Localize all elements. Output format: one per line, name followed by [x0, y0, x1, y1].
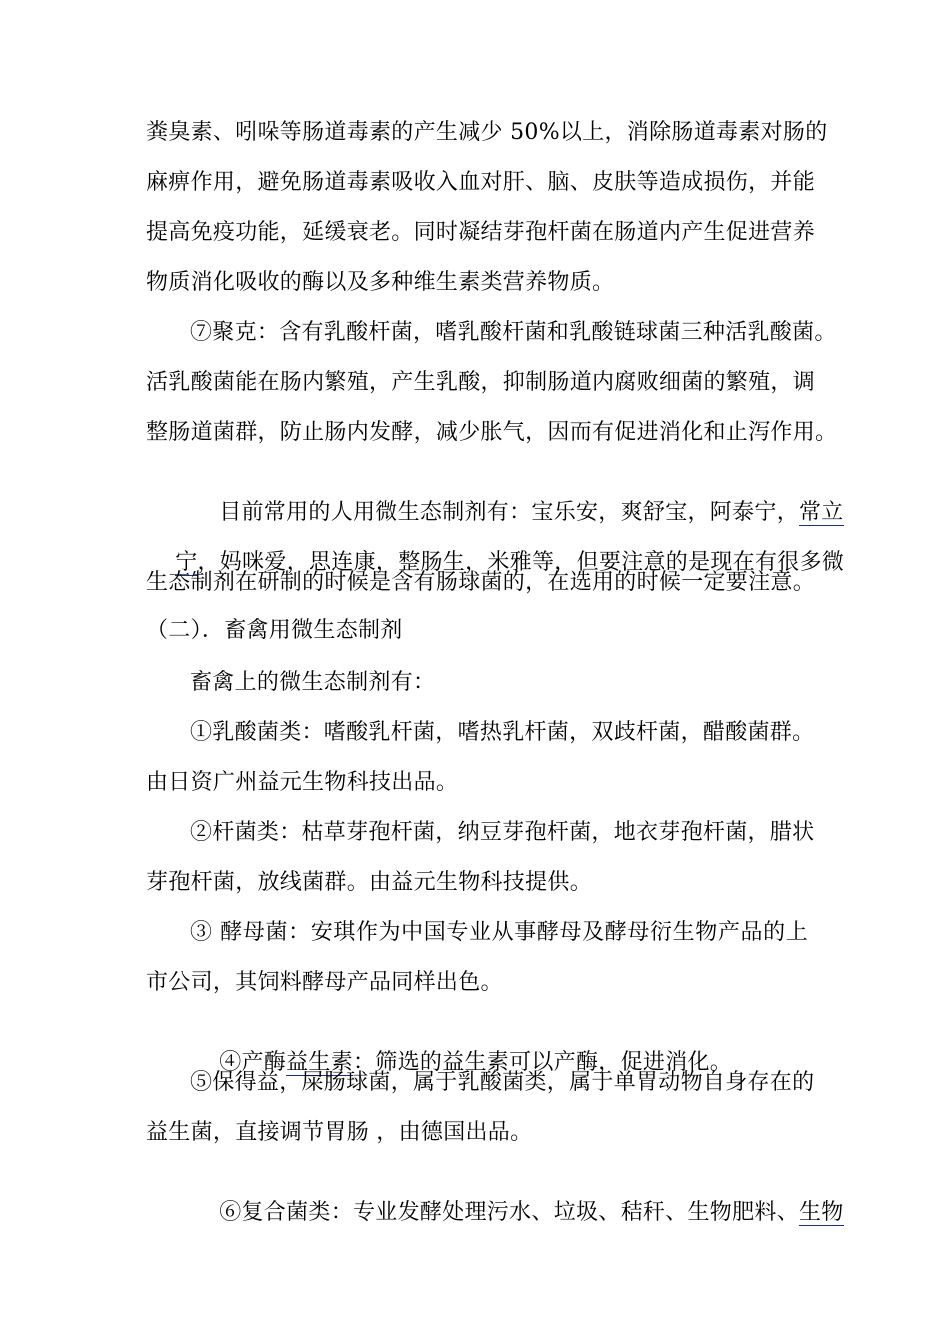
paragraph-line: 整肠道菌群，防止肠内发酵，减少胀气，因而有促进消化和止泻作用。: [146, 420, 838, 445]
paragraph-line: ⑦聚克：含有乳酸杆菌，嗜乳酸杆菌和乳酸链球菌三种活乳酸菌。: [190, 320, 837, 345]
section-heading: （二）．畜禽用微生态制剂: [146, 618, 403, 643]
paragraph-line: 粪臭素、吲哚等肠道毒素的产生减少 50%以上，消除肠道毒素对肠的: [146, 120, 828, 145]
paragraph-text: ⑥复合菌类：专业发酵处理污水、垃圾、秸秆、生物肥料、: [219, 1200, 799, 1225]
paragraph-line: ②杆菌类：枯草芽孢杆菌，纳豆芽孢杆菌，地衣芽孢杆菌，腊状: [190, 820, 815, 845]
paragraph-line: 物质消化吸收的酶以及多种维生素类营养物质。: [146, 270, 615, 295]
paragraph-text: 目前常用的人用微生态制剂有：宝乐安，爽舒宝，阿泰宁，: [219, 500, 799, 525]
paragraph-line: ③ 酵母菌：安琪作为中国专业从事酵母及酵母衍生物产品的上: [190, 920, 808, 945]
paragraph-line: [190, 1168, 844, 1225]
paragraph-line: 益生菌，直接调节胃肠 ，由德国出品。: [146, 1120, 533, 1145]
paragraph-text: ④产酶: [219, 1050, 287, 1075]
paragraph-line: [190, 468, 844, 525]
paragraph-line: 活乳酸菌能在肠内繁殖，产生乳酸，抑制肠道内腐败细菌的繁殖，调: [146, 370, 816, 395]
drug-link-changlining-cont[interactable]: 宁: [175, 550, 198, 575]
paragraph-text: ：筛选的益生素可以产酶，促进消化。: [353, 1050, 733, 1075]
paragraph-text: ，妈咪爱，思连康，整肠生，米雅等，但要注意的是现在有很多微: [197, 550, 845, 575]
paragraph-line: 麻痹作用，避免肠道毒素吸收入血对肝、脑、皮肤等造成损伤，并能: [146, 170, 816, 195]
paragraph-line: ⑤保得益，屎肠球菌，属于乳酸菌类，属于单胃动物自身存在的: [190, 1070, 815, 1095]
paragraph-line: [190, 1018, 733, 1075]
term-link-probiotic[interactable]: 益生素: [286, 1050, 353, 1075]
paragraph-line: 由日资广州益元生物科技出品。: [146, 770, 459, 795]
paragraph-line: 生态制剂在研制的时候是含有肠球菌的，在选用的时候一定要注意。: [146, 570, 816, 595]
paragraph-line: ①乳酸菌类：嗜酸乳杆菌，嗜热乳杆菌，双歧杆菌，醋酸菌群。: [190, 720, 815, 745]
paragraph-line: 畜禽上的微生态制剂有：: [190, 670, 436, 695]
paragraph-line: [146, 518, 845, 575]
paragraph-line: 市公司，其饲料酵母产品同样出色。: [146, 970, 503, 995]
drug-link-changlining[interactable]: 常立: [799, 500, 844, 525]
paragraph-line: 提高免疫功能，延缓衰老。同时凝结芽孢杆菌在肠道内产生促进营养: [146, 220, 816, 245]
paragraph-line: 芽孢杆菌，放线菌群。由益元生物科技提供。: [146, 870, 593, 895]
term-link-biology[interactable]: 生物: [799, 1200, 844, 1225]
